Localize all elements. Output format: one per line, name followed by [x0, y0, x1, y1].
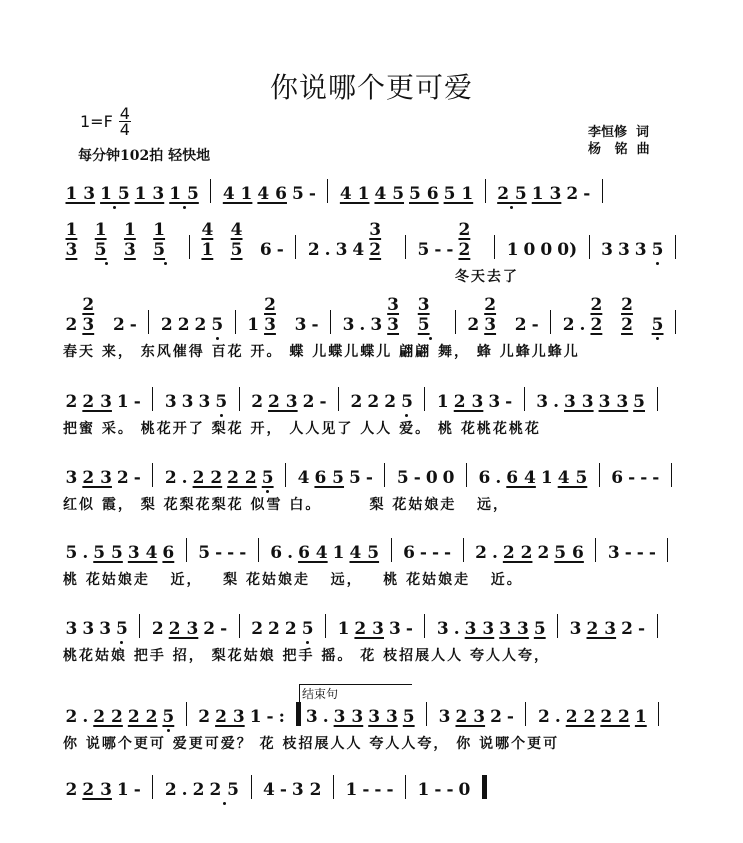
lyrics-line: 红似 霞， 梨 花梨花梨花 似雪 白。 梨 花姑娘走 远， [63, 497, 509, 513]
barline [235, 310, 236, 334]
note: 5 5 [93, 543, 123, 563]
note: - [413, 468, 421, 488]
note: - [637, 619, 645, 639]
note: 2 [268, 619, 280, 639]
barline [210, 179, 211, 203]
note: 2 3 [215, 707, 245, 727]
ending-bracket-label: 结束句 [299, 684, 412, 702]
note: 1 [436, 392, 449, 412]
note: - [386, 780, 394, 800]
note: 1 [634, 707, 647, 727]
note: - [446, 240, 454, 260]
note: 1 [540, 468, 553, 488]
note: 5 [649, 240, 666, 260]
note: 4 [297, 468, 310, 488]
note: 5 1 [443, 184, 474, 204]
note: 6 5 [314, 468, 345, 488]
note: 3 [305, 707, 318, 727]
time-signature-bottom: 4 [119, 120, 130, 139]
note: - [365, 468, 373, 488]
lyrics-line [63, 806, 685, 826]
note: 2 [514, 315, 527, 335]
note: 2 [160, 315, 173, 335]
note: 3 [617, 240, 630, 260]
note: 5 [160, 707, 177, 727]
note: 5 [198, 543, 211, 563]
note: 2 [177, 315, 190, 335]
lyrics-line: 桃花姑娘 把手 招， 梨花姑娘 把手 摇。 花 枝招展人人 夸人人夸， [63, 648, 550, 664]
note: - [374, 780, 382, 800]
note: 3 [607, 543, 620, 563]
barline [239, 387, 240, 411]
note: 3 2 [369, 220, 382, 260]
score-system [63, 295, 685, 361]
double-barline [296, 702, 301, 726]
barline [251, 775, 252, 799]
note: 1 3 [531, 184, 562, 204]
barline [675, 310, 676, 334]
note: 2 2 [192, 468, 223, 488]
note: 0) [557, 240, 578, 260]
note: 3 [438, 707, 451, 727]
note: 3 [181, 392, 194, 412]
note: 3 5 [415, 295, 446, 335]
note: 0 [523, 240, 536, 260]
note: 3 [65, 468, 78, 488]
barline [667, 538, 668, 562]
note: . [491, 543, 498, 563]
note: - [648, 543, 656, 563]
key-signature [80, 106, 131, 137]
note: 2 [194, 315, 207, 335]
tempo-marking: 每分钟102拍 轻快地 [78, 148, 211, 164]
barline [330, 310, 331, 334]
note: 1 [249, 707, 262, 727]
note: 3 [634, 240, 647, 260]
barline [599, 463, 600, 487]
note: 4 5 [557, 468, 588, 488]
note: 3 3 [464, 619, 495, 639]
note: 5 [114, 619, 131, 639]
note: 2 [307, 240, 320, 260]
note: 5 [399, 392, 416, 412]
note: 2 [192, 780, 205, 800]
notation-row [63, 386, 685, 412]
note: 2 3 [455, 707, 486, 727]
note: - [266, 707, 274, 727]
lyrics-line: 你 说哪个更可 爱更可爱？ 花 枝招展人人 夸人人夸， 你 说哪个更可 [63, 736, 560, 752]
note: 2 [203, 619, 216, 639]
barline [550, 310, 551, 334]
note: 5 [65, 543, 78, 563]
note: 3 3 [333, 707, 364, 727]
note: 1 [337, 619, 350, 639]
note: 1 3 [134, 184, 165, 204]
note: - [405, 619, 413, 639]
barline [239, 614, 240, 638]
note: 6 [162, 543, 175, 563]
note: 1 [116, 392, 129, 412]
note: 5 [633, 392, 645, 412]
note: 3 3 [598, 392, 629, 412]
note: 2 [537, 543, 550, 563]
note: 2 [302, 392, 315, 412]
note: 2 [65, 392, 78, 412]
note: 6 [478, 468, 491, 488]
barline [657, 614, 658, 638]
note: - [506, 707, 514, 727]
barline [455, 310, 456, 334]
barline [405, 775, 406, 799]
note: - [215, 543, 223, 563]
note: 1 [247, 315, 260, 335]
note: 2 [251, 619, 264, 639]
note: 6 [611, 468, 624, 488]
note: 0 [442, 468, 455, 488]
note: 2 2 [565, 707, 596, 727]
note: 1 3 [123, 220, 136, 260]
score-system [63, 386, 685, 438]
note: 3 3 [387, 295, 400, 335]
barline [671, 463, 672, 487]
score-system [63, 537, 685, 589]
note: 2 3 [168, 619, 199, 639]
note: 2 3 [82, 295, 95, 335]
note: 2 [621, 619, 633, 639]
note: . [287, 543, 294, 563]
note: - [640, 468, 648, 488]
barline [658, 702, 659, 726]
barline [589, 235, 590, 259]
note: 3 [436, 619, 449, 639]
note: 0 [458, 780, 471, 800]
note: 3 3 [368, 707, 398, 727]
note: 2 [566, 184, 579, 204]
note: . [453, 619, 460, 639]
notation-row [63, 613, 685, 639]
note: - [276, 240, 284, 260]
note: 2 2 [621, 295, 633, 335]
note: 2 [284, 619, 297, 639]
note: . [82, 543, 89, 563]
note: 2 5 [207, 780, 242, 800]
note: 2 [367, 392, 380, 412]
note: . [181, 780, 188, 800]
note: . [82, 707, 89, 727]
note: 3 [164, 392, 177, 412]
note: 2 [537, 707, 550, 727]
barline [485, 179, 486, 203]
note: 6 4 [506, 468, 536, 488]
note: 5 [417, 240, 430, 260]
note: - [311, 315, 319, 335]
note: 5 [349, 468, 361, 488]
notation-row [63, 537, 685, 563]
barline [258, 538, 259, 562]
note: 6 4 [298, 543, 328, 563]
note: - [434, 780, 442, 800]
note: - [133, 780, 141, 800]
note: 3 [335, 240, 348, 260]
note: 4 1 [339, 184, 370, 204]
barline [424, 387, 425, 411]
barline [327, 179, 328, 203]
note: 1 5 [98, 184, 133, 204]
barline [189, 235, 190, 259]
note: 5 [259, 468, 276, 488]
note: 5 [533, 619, 546, 639]
note: - [636, 543, 644, 563]
note: 6 [259, 240, 272, 260]
time-signature-top: 4 [119, 104, 130, 123]
note: 2 [490, 707, 502, 727]
note: 3 3 [564, 392, 594, 412]
note: 3 [65, 619, 78, 639]
note: - [624, 543, 632, 563]
note: 2 [65, 780, 78, 800]
note: 1 [417, 780, 430, 800]
note: 3 [294, 315, 307, 335]
barline [595, 538, 596, 562]
note: 2 2 [502, 543, 533, 563]
note: 2 [251, 392, 264, 412]
note: 1 5 [151, 220, 180, 260]
note: - [133, 392, 141, 412]
notation-row [63, 178, 685, 204]
note: 4 [263, 780, 275, 800]
note: - [419, 543, 427, 563]
note: - [628, 468, 636, 488]
note: 2 3 [82, 392, 112, 412]
note: 2 [65, 315, 78, 335]
key-label: 1=F [80, 112, 113, 131]
note: 2 3 [586, 619, 617, 639]
score-system [63, 220, 685, 286]
note: 2 5 [495, 184, 530, 204]
note: 5 [291, 184, 304, 204]
barline [405, 235, 406, 259]
note: - [531, 315, 539, 335]
note: . [495, 468, 502, 488]
note: 6 [270, 543, 283, 563]
song-title: 你说哪个更可爱 [269, 71, 473, 104]
credits [588, 124, 650, 158]
note: 2 3 [484, 295, 497, 335]
note: . [181, 468, 188, 488]
note: 2 [164, 468, 177, 488]
note: - [239, 543, 247, 563]
barline [494, 235, 495, 259]
notation-row [63, 774, 685, 800]
note: 1 5 [167, 184, 202, 204]
note: - [444, 543, 452, 563]
note: 4 1 [201, 220, 214, 260]
note: 2 [65, 707, 78, 727]
barline [295, 235, 296, 259]
note: . [553, 392, 559, 412]
note: 3 [99, 619, 112, 639]
note: 0 [425, 468, 438, 488]
note: 4 6 [257, 184, 287, 204]
barline [148, 310, 149, 334]
note: 2 2 [600, 707, 630, 727]
barline [466, 463, 467, 487]
note: 2 [467, 315, 480, 335]
composer-credit: 杨 铭 曲 [588, 142, 650, 157]
barline [391, 538, 392, 562]
notation-row [63, 462, 685, 488]
note: 2 [112, 315, 125, 335]
note: 0 [540, 240, 553, 260]
note: 5 [402, 707, 415, 727]
barline [424, 614, 425, 638]
double-barline [482, 775, 487, 799]
note: 1 3 [65, 184, 96, 204]
note: - [133, 468, 141, 488]
note: - [279, 780, 287, 800]
note: 3 [370, 315, 383, 335]
notation-row [63, 295, 685, 335]
note: . [359, 315, 366, 335]
note: - [362, 780, 370, 800]
score-system [63, 613, 685, 665]
note: 1 [345, 780, 358, 800]
notation-row [63, 701, 685, 727]
note: 3 3 [499, 619, 529, 639]
note: 3 [342, 315, 355, 335]
note: 1 [332, 543, 345, 563]
note: 4 1 [222, 184, 253, 204]
lyricist-credit: 李恒修 词 [588, 125, 650, 140]
note: 2 [164, 780, 177, 800]
note: 3 [198, 392, 211, 412]
notation-row [63, 220, 685, 260]
note: 2 3 [268, 392, 298, 412]
barline [325, 614, 326, 638]
barline [186, 538, 187, 562]
barline [285, 463, 286, 487]
barline [152, 387, 153, 411]
note: 2 2 [93, 707, 123, 727]
barline [602, 179, 603, 203]
note: 2 2 [127, 707, 158, 727]
note: 3 [82, 619, 95, 639]
barline [426, 702, 427, 726]
note: - [129, 315, 137, 335]
time-signature [119, 106, 131, 137]
barline [338, 387, 339, 411]
barline [525, 702, 526, 726]
note: 2 3 [354, 619, 384, 639]
note: 3 [536, 392, 549, 412]
barline [139, 614, 140, 638]
note: - [505, 392, 513, 412]
note: 3 [569, 619, 582, 639]
note: 5 [213, 392, 230, 412]
score-system [63, 701, 685, 753]
note: - [434, 240, 442, 260]
note: 3 4 [127, 543, 158, 563]
note: 2 [350, 392, 363, 412]
note: - [583, 184, 591, 204]
barline [675, 235, 676, 259]
barline [186, 702, 187, 726]
barline [152, 775, 153, 799]
note: 2 [198, 707, 211, 727]
note: 2 [116, 468, 129, 488]
note: 2 2 [227, 468, 257, 488]
note: 1 [116, 780, 129, 800]
note: - [220, 619, 228, 639]
note: - [446, 780, 454, 800]
note: 3 [488, 392, 501, 412]
barline [152, 463, 153, 487]
note: . [324, 240, 331, 260]
barline [557, 614, 558, 638]
note: 2 3 [82, 468, 112, 488]
note: 4 5 [230, 220, 243, 260]
note: 6 [403, 543, 415, 563]
barline [463, 538, 464, 562]
note: 4 [352, 240, 365, 260]
note: : [278, 707, 285, 727]
note: 1 [506, 240, 519, 260]
barline [384, 463, 385, 487]
lyrics-line: 冬天去了 [63, 269, 519, 285]
score-system [63, 774, 685, 826]
note: 5 [299, 619, 316, 639]
note: 2 3 [264, 295, 276, 335]
note: 2 [562, 315, 575, 335]
lyrics-line: 春天 来， 东风催得 百花 开。 蝶 儿蝶儿蝶儿 翩翩 舞， 蜂 儿蜂儿蜂儿 [63, 344, 580, 360]
note: . [322, 707, 329, 727]
score-system [63, 462, 685, 514]
note: 1 5 [92, 220, 121, 260]
note: 5 6 [409, 184, 439, 204]
lyrics-line: 把蜜 采。 桃花开了 梨花 开， 人人见了 人人 爱。 桃 花桃花桃花 [63, 421, 541, 437]
note: . [554, 707, 561, 727]
note: - [652, 468, 660, 488]
note: 5 [396, 468, 409, 488]
note: - [431, 543, 440, 563]
note: 4 5 [374, 184, 405, 204]
note: 1 3 [65, 220, 78, 260]
barline [657, 387, 658, 411]
note: 5 6 [554, 543, 584, 563]
barline [333, 775, 334, 799]
note: 4 5 [349, 543, 380, 563]
note: 5 [649, 315, 666, 335]
note: 5 [209, 315, 226, 335]
note: . [579, 315, 586, 335]
note: 2 [475, 543, 487, 563]
barline [524, 387, 525, 411]
note: 2 2 [458, 220, 471, 260]
lyrics-line: 桃 花姑娘走 近， 梨 花姑娘走 远， 桃 花姑娘走 近。 [63, 572, 523, 588]
note: 2 2 [590, 295, 603, 335]
note: 2 [151, 619, 164, 639]
note: 3 [601, 240, 613, 260]
note: 3 [389, 619, 401, 639]
note: 2 3 [453, 392, 484, 412]
note: - [319, 392, 327, 412]
note: - [308, 184, 316, 204]
note: 3 2 [291, 780, 322, 800]
note: - [227, 543, 235, 563]
note: 2 3 [82, 780, 112, 800]
note: 2 [384, 392, 397, 412]
